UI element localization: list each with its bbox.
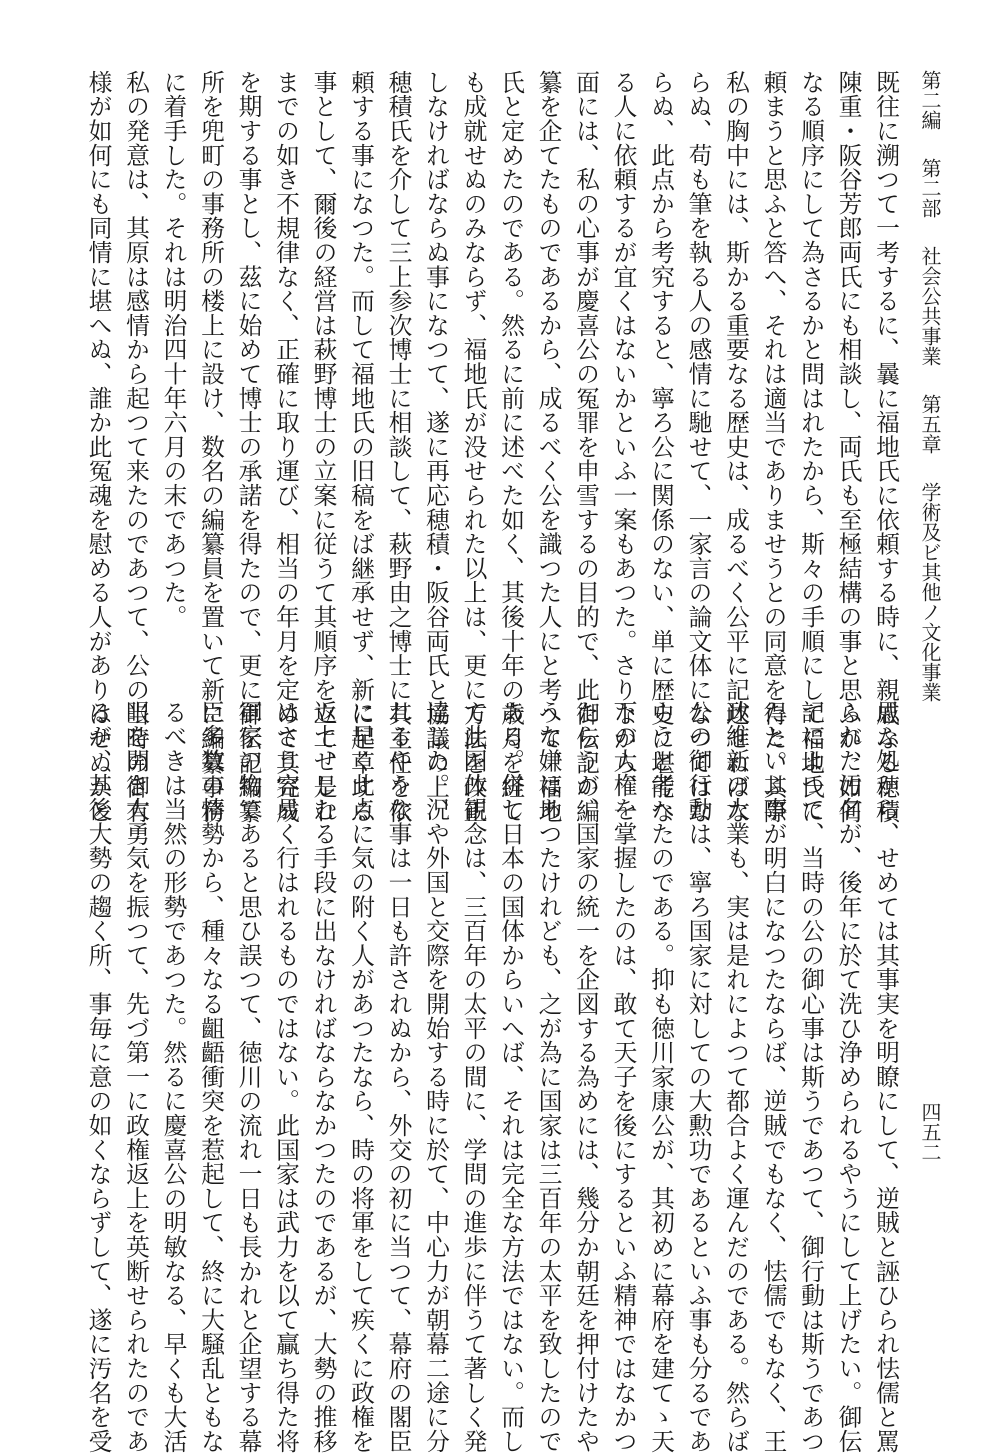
- text-column: 臣多数の情勢から、種々なる齟齬衝突を惹起して、終に大騒乱ともな: [197, 700, 225, 1453]
- text-column: はさう容易く行はれるものではない。此国家は武力を以て贏ち得た将: [272, 700, 300, 1453]
- text-column: 纂を企てたものであるから、成るべく公を識つた人にと考へて、福地: [534, 70, 563, 824]
- text-column: しなければならぬ事になつて、遂に再応穂積・阪谷両氏と協議の上、: [422, 70, 450, 824]
- text-column: 下の大権を掌握したのは、敢て天子を後にするといふ精神ではなかつ: [609, 700, 638, 1453]
- header-part: 第二部: [918, 158, 942, 218]
- text-column: 公の御行動は、寧ろ国家に対しての大勲功であるといふ事も分るであ: [684, 700, 713, 1453]
- text-column: 思ふ処から、せめては其事実を明瞭にして、逆賊と誣ひられ怯儒と罵: [872, 700, 900, 1453]
- text-column: る人に依頼するが宜くはないかといふ一案もあつた。さりながら、一: [609, 70, 638, 824]
- text-column: なる順序にして為さるかと問はれたから、斯々の手順にして福地氏に: [797, 70, 825, 824]
- text-column: 達した。況や外国と交際を開始する時に於て、中心力が朝幕二途に分: [422, 700, 450, 1453]
- text-column: 軍家の物であると思ひ誤つて、徳川の流れ一日も長かれと企望する幕: [234, 700, 263, 1453]
- text-column: 眼を開き大勇気を振つて、先づ第一に政権返上を英断せられたのであ: [122, 700, 150, 1453]
- text-column: 様が如何にも同情に堪へぬ、誰か此冤魂を慰める人がありはせぬかと: [84, 70, 113, 824]
- text-column: までの如き不規律なく、正確に取り運び、相当の年月を定めて其完成: [272, 70, 300, 824]
- page-number: 四五二: [918, 1102, 942, 1162]
- text-column: るべきは当然の形勢であつた。然るに慶喜公の明敏なる、早くも大活: [159, 700, 188, 1453]
- text-column: らうと考へたのである。抑も徳川家康公が、其初めに幕府を建てゝ天: [647, 700, 675, 1453]
- text-column: に着手した。それは明治四十年六月の末であつた。: [159, 70, 188, 629]
- text-block-top: [84, 70, 904, 824]
- text-column: 陳重・阪谷芳郎両氏にも相談し、両氏も至極結構の事と思ふが、如何: [834, 70, 863, 824]
- text-column: たらうが、国家の統一を企図する為めには、幾分か朝廷を押付けたや: [572, 700, 600, 1453]
- text-column: も成就せぬのみならず、福地氏が没せられた以上は、更に方法を改正: [459, 70, 488, 824]
- text-column: らぬ、此点から考究すると、寧ろ公に関係のない、単に歴史に堪能な: [647, 70, 675, 824]
- text-column: 頼まうと思ふと答へ、それは適当でありませうとの同意を得た。其際: [759, 70, 788, 824]
- text-column: 私の胸中には、斯かる重要なる歴史は、成るべく公平に記述せねばな: [722, 70, 750, 824]
- text-column: 政維新の大業も、実は是れによつて都合よく運んだのである。然らば: [722, 700, 750, 1453]
- text-column: て此国体観念は、三百年の太平の間に、学問の進歩に伴うて著しく発: [459, 700, 488, 1453]
- text-column: 返上せしむる手段に出なければならなかつたのであるが、大勢の推移: [309, 700, 338, 1453]
- text-column: れるやうな事は一日も許されぬから、外交の初に当つて、幕府の閣臣: [384, 700, 413, 1453]
- text-column: るが、其後大勢の趨く所、事毎に意の如くならずして、遂に汚名を受: [84, 700, 113, 1453]
- text-column: ある。併し日本の国体からいへば、それは完全な方法ではない。而し: [497, 700, 525, 1453]
- header-chapter: 第五章: [918, 394, 942, 454]
- text-column: 氏と定めたのである。然るに前に述べた如く、其後十年の歳月を経て: [497, 70, 525, 824]
- text-column: 事として、爾後の経営は萩野博士の立案に従うて其順序を立て、是れ: [309, 70, 338, 824]
- text-column: たといふ事が明白になつたならば、逆賊でもなく、怯儒でもなく、王: [759, 700, 788, 1453]
- text-column: 面には、私の心事が慶喜公の冤罪を申雪するの目的で、此御伝記の編: [572, 70, 600, 824]
- text-column: 記によつて、当時の公の御心事は斯うであつて、御行動は斯うであつ: [797, 700, 825, 1453]
- text-column: 既往に溯つて一考するに、曩に福地氏に依頼する時に、親戚なる穂積: [872, 70, 900, 824]
- text-column: を期する事とし、茲に始めて博士の承諾を得たので、更に御伝記編纂: [234, 70, 263, 824]
- running-header: [919, 70, 941, 702]
- text-column: 私の発意は、其原は感情から起つて来たのであつて、公の当時の御有: [122, 70, 150, 824]
- text-column: 穂積氏を介して三上参次博士に相談して、萩野由之博士に其主任を依: [384, 70, 413, 824]
- header-chapter-title: 学術及ビ其他ノ文化事業: [918, 482, 942, 702]
- text-column: 頼する事になつた。而して福地氏の旧稿をば継承せず、新に起草する: [347, 70, 375, 824]
- text-column: うな嫌はあつたけれども、之が為に国家は三百年の太平を致したので: [534, 700, 563, 1453]
- text-column: らぬ、苟も筆を執る人の感情に馳せて、一家言の論文体になつてはな: [684, 70, 713, 824]
- text-column: に早く此点に気の附く人があつたなら、時の将軍をして疾くに政権を: [347, 700, 375, 1453]
- header-subject: 社会公共事業: [918, 246, 942, 366]
- text-column: 所を兜町の事務所の楼上に設け、数名の編纂員を置いて新に編纂事務: [197, 70, 225, 824]
- text-column: られた汚名が、後年に於て洗ひ浄められるやうにして上げたい。御伝: [834, 700, 863, 1453]
- header-edition: 第二編: [918, 70, 942, 130]
- text-block-bottom: [84, 700, 904, 1453]
